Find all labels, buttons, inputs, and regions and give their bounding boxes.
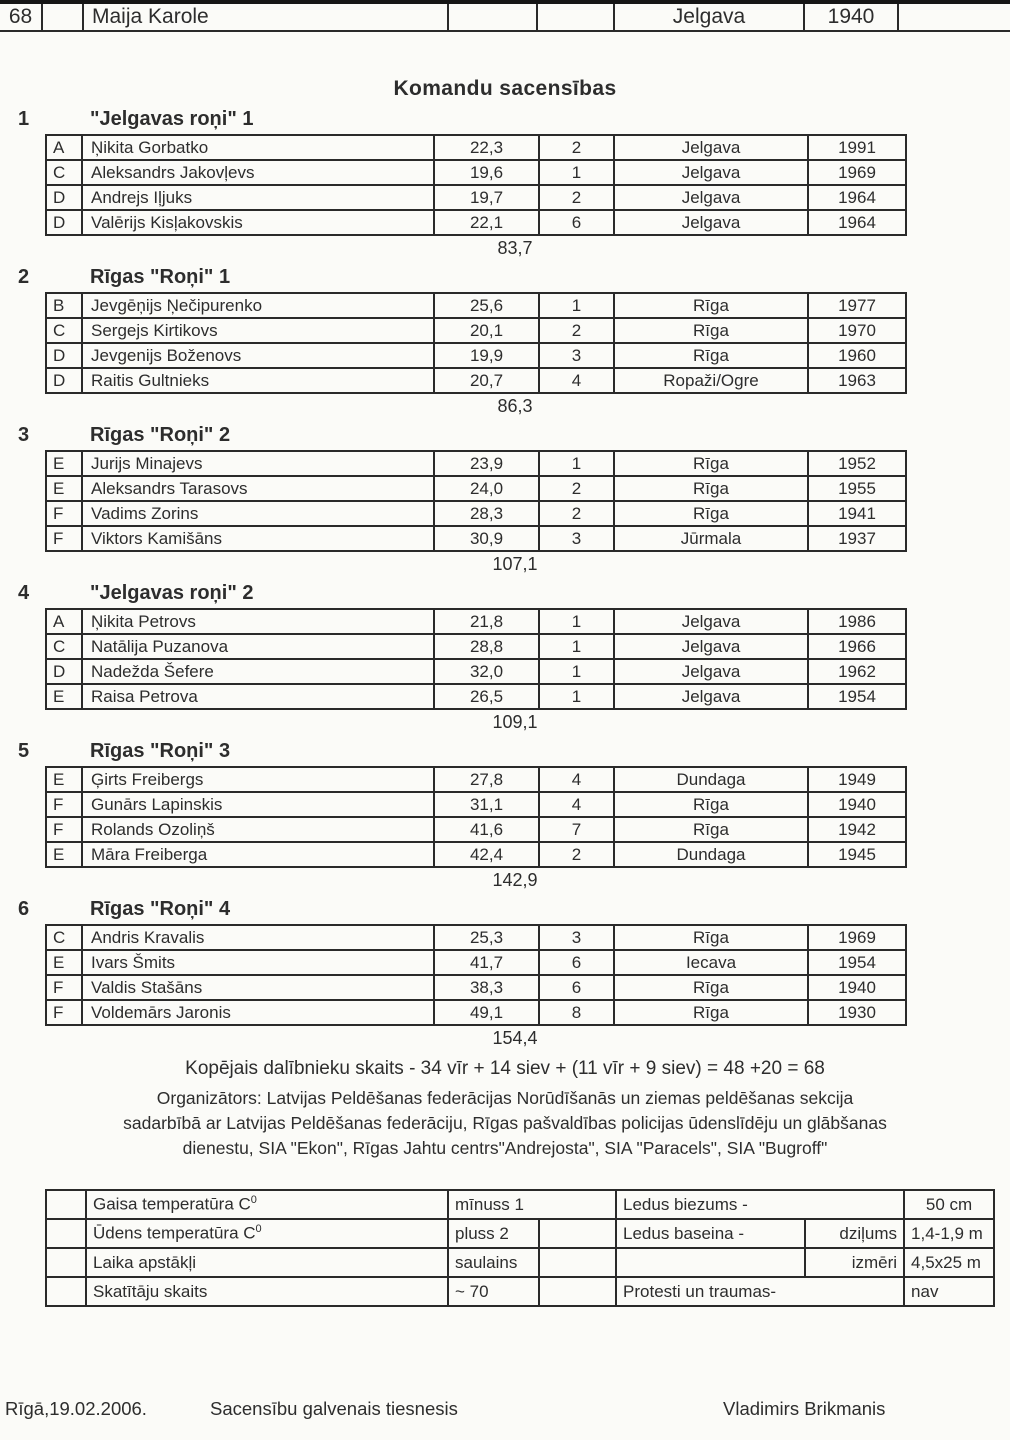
category-cell: F: [46, 792, 82, 817]
conditions-row-weather: [46, 1248, 994, 1277]
table-row: [46, 1000, 906, 1025]
team-section-heading: [18, 582, 1010, 608]
athlete-name-cell: Sergejs Kirtikovs: [82, 318, 434, 343]
table-row: [46, 950, 906, 975]
table-row: [46, 975, 906, 1000]
place-cell: 7: [539, 817, 614, 842]
team-name: Rīgas "Roņi" 3: [90, 740, 231, 762]
team-index: 1: [18, 108, 30, 130]
category-cell: E: [46, 842, 82, 867]
table-row: [46, 368, 906, 393]
city-cell: Jelgava: [614, 659, 808, 684]
size-label: izmēri: [805, 1248, 904, 1277]
time-cell: 32,0: [434, 659, 539, 684]
category-cell: F: [46, 975, 82, 1000]
category-cell: C: [46, 160, 82, 185]
city-cell: Rīga: [614, 817, 808, 842]
athlete-name-cell: Jurijs Minajevs: [82, 451, 434, 476]
table-row: [46, 792, 906, 817]
time-cell: 28,3: [434, 501, 539, 526]
place-cell: 1: [539, 451, 614, 476]
ice-thickness-label: Ledus biezums -: [616, 1190, 904, 1219]
ice-pool-label: Ledus baseina -: [616, 1219, 805, 1248]
table-row: [46, 318, 906, 343]
category-cell: B: [46, 293, 82, 318]
participants-summary: Kopējais dalībnieku skaits - 34 vīr + 14 siev + (11 vīr + 9 siev) = 48 +20 = 68: [185, 1058, 825, 1079]
team-results-table: [45, 292, 907, 394]
city-cell: Jūrmala: [614, 526, 808, 551]
birth-year-cell: 1945: [808, 842, 906, 867]
birth-year-cell: 1930: [808, 1000, 906, 1025]
birth-year-cell: 1970: [808, 318, 906, 343]
birth-year-cell: 1963: [808, 368, 906, 393]
team-total-score: 83,7: [497, 238, 533, 258]
team-section-heading: [18, 424, 1010, 450]
team-total-score: 109,1: [492, 712, 538, 732]
degree-superscript: 0: [250, 1194, 257, 1207]
organizer-line: dienestu, SIA "Ekon", Rīgas Jahtu centrs"Andrejosta", SIA "Paracels", SIA "Bugroff": [182, 1138, 828, 1158]
city-cell: Jelgava: [614, 135, 808, 160]
city-cell: Rīga: [614, 318, 808, 343]
team-section-heading: [18, 898, 1010, 924]
time-cell: 42,4: [434, 842, 539, 867]
category-cell: E: [46, 684, 82, 709]
city-cell: Rīga: [614, 792, 808, 817]
city-cell: Iecava: [614, 950, 808, 975]
city-cell: Jelgava: [614, 210, 808, 235]
birth-year-cell: 1964: [808, 210, 906, 235]
birth-year-cell: 1940: [808, 792, 906, 817]
empty-cell: [46, 1219, 86, 1248]
conditions-table: [45, 1189, 995, 1307]
degree-superscript: 0: [255, 1223, 262, 1236]
page-title: Komandu sacensības: [393, 77, 617, 100]
category-cell: D: [46, 210, 82, 235]
time-cell: 30,9: [434, 526, 539, 551]
place-cell: 3: [539, 526, 614, 551]
time-cell: 21,8: [434, 609, 539, 634]
city-cell: Rīga: [614, 501, 808, 526]
birth-year-cell: 1977: [808, 293, 906, 318]
table-row: [46, 476, 906, 501]
place-cell: 6: [539, 975, 614, 1000]
city-cell: Jelgava: [614, 160, 808, 185]
team-total-score: 86,3: [497, 396, 533, 416]
athlete-name-cell: Rolands Ozoliņš: [82, 817, 434, 842]
category-cell: F: [46, 526, 82, 551]
place-cell: 2: [539, 135, 614, 160]
birth-year-cell: 1954: [808, 684, 906, 709]
birth-year-cell: 1966: [808, 634, 906, 659]
air-temperature-label: Gaisa temperatūra $C^0$: [86, 1190, 448, 1219]
category-cell: D: [46, 659, 82, 684]
category-cell: E: [46, 767, 82, 792]
empty-cell: [539, 1219, 616, 1248]
team-index: 4: [18, 582, 30, 604]
athlete-name-cell: Raisa Petrova: [82, 684, 434, 709]
category-cell: E: [46, 476, 82, 501]
empty-cell: [46, 1190, 86, 1219]
category-cell: F: [46, 501, 82, 526]
athlete-name-cell: Voldemārs Jaronis: [82, 1000, 434, 1025]
city-cell: Rīga: [614, 476, 808, 501]
entry-athlete-name: Maija Karole: [83, 2, 448, 31]
empty-cell: [539, 1277, 616, 1306]
athlete-name-cell: Aleksandrs Jakovļevs: [82, 160, 434, 185]
birth-year-cell: 1949: [808, 767, 906, 792]
time-cell: 20,7: [434, 368, 539, 393]
conditions-row-air: [46, 1190, 994, 1219]
birth-year-cell: 1991: [808, 135, 906, 160]
place-cell: 1: [539, 634, 614, 659]
team-name: "Jelgavas roņi" 1: [90, 108, 254, 130]
category-cell: C: [46, 318, 82, 343]
athlete-name-cell: Valērijs Kisļakovskis: [82, 210, 434, 235]
team-total-score: 107,1: [492, 554, 538, 574]
team-section-heading: [18, 266, 1010, 292]
entry-header-table: [0, 0, 1010, 32]
birth-year-cell: 1962: [808, 659, 906, 684]
table-row: [46, 767, 906, 792]
place-cell: 2: [539, 476, 614, 501]
place-cell: 1: [539, 659, 614, 684]
birth-year-cell: 1940: [808, 975, 906, 1000]
category-cell: F: [46, 1000, 82, 1025]
table-row: [46, 925, 906, 950]
place-cell: 6: [539, 210, 614, 235]
team-section-heading: [18, 108, 1010, 134]
team-index: 5: [18, 740, 30, 762]
place-cell: 6: [539, 950, 614, 975]
time-cell: 22,3: [434, 135, 539, 160]
time-cell: 49,1: [434, 1000, 539, 1025]
athlete-name-cell: Nadežda Šefere: [82, 659, 434, 684]
time-cell: 31,1: [434, 792, 539, 817]
entry-empty-cell: [537, 2, 614, 31]
team-name: Rīgas "Roņi" 2: [90, 424, 231, 446]
athlete-name-cell: Vadims Zorins: [82, 501, 434, 526]
table-row: [46, 343, 906, 368]
category-cell: C: [46, 634, 82, 659]
time-cell: 19,7: [434, 185, 539, 210]
empty-cell: [46, 1277, 86, 1306]
time-cell: 25,6: [434, 293, 539, 318]
weather-label: Laika apstākļi: [86, 1248, 448, 1277]
footer-judge-name: Vladimirs Brikmanis: [723, 1398, 886, 1419]
time-cell: 41,6: [434, 817, 539, 842]
birth-year-cell: 1952: [808, 451, 906, 476]
team-index: 3: [18, 424, 30, 446]
category-cell: E: [46, 451, 82, 476]
birth-year-cell: 1942: [808, 817, 906, 842]
place-cell: 2: [539, 501, 614, 526]
team-results-table: [45, 608, 907, 710]
birth-year-cell: 1937: [808, 526, 906, 551]
entry-empty-cell: [898, 2, 1010, 31]
category-cell: A: [46, 135, 82, 160]
athlete-name-cell: Andris Kravalis: [82, 925, 434, 950]
city-cell: Dundaga: [614, 767, 808, 792]
footer-place-date: Rīgā,19.02.2006.: [5, 1398, 147, 1419]
category-cell: D: [46, 343, 82, 368]
birth-year-cell: 1954: [808, 950, 906, 975]
entry-empty-cell: [448, 2, 537, 31]
place-cell: 3: [539, 343, 614, 368]
athlete-name-cell: Gunārs Lapinskis: [82, 792, 434, 817]
table-row: [46, 684, 906, 709]
time-cell: 26,5: [434, 684, 539, 709]
time-cell: 19,6: [434, 160, 539, 185]
city-cell: Rīga: [614, 1000, 808, 1025]
depth-label: dziļums: [805, 1219, 904, 1248]
time-cell: 24,0: [434, 476, 539, 501]
place-cell: 4: [539, 368, 614, 393]
birth-year-cell: 1964: [808, 185, 906, 210]
place-cell: 4: [539, 792, 614, 817]
place-cell: 8: [539, 1000, 614, 1025]
time-cell: 28,8: [434, 634, 539, 659]
city-cell: Jelgava: [614, 684, 808, 709]
team-results-table: [45, 766, 907, 868]
entry-empty-cell: [42, 2, 83, 31]
city-cell: Jelgava: [614, 185, 808, 210]
time-cell: 27,8: [434, 767, 539, 792]
birth-year-cell: 1986: [808, 609, 906, 634]
athlete-name-cell: Jevgenijs Boženovs: [82, 343, 434, 368]
footer: [0, 1398, 1010, 1426]
place-cell: 2: [539, 318, 614, 343]
footer-judge-title: Sacensību galvenais tiesnesis: [210, 1398, 458, 1419]
table-row: [46, 210, 906, 235]
time-cell: 20,1: [434, 318, 539, 343]
athlete-name-cell: Ņikita Petrovs: [82, 609, 434, 634]
category-cell: D: [46, 185, 82, 210]
place-cell: 4: [539, 767, 614, 792]
athlete-name-cell: Māra Freiberga: [82, 842, 434, 867]
place-cell: 3: [539, 925, 614, 950]
athlete-name-cell: Aleksandrs Tarasovs: [82, 476, 434, 501]
entry-number: 68: [0, 2, 42, 31]
spectators-label: Skatītāju skaits: [86, 1277, 448, 1306]
team-results-table: [45, 134, 907, 236]
category-cell: C: [46, 925, 82, 950]
category-cell: F: [46, 817, 82, 842]
team-results-table: [45, 450, 907, 552]
city-cell: Rīga: [614, 975, 808, 1000]
birth-year-cell: 1941: [808, 501, 906, 526]
team-index: 2: [18, 266, 30, 288]
city-cell: Rīga: [614, 451, 808, 476]
entry-birth-year: 1940: [804, 2, 898, 31]
table-row: [46, 293, 906, 318]
organizer-line: Organizātors: Latvijas Peldēšanas federācijas Norūdīšanās un ziemas peldēšanas sekcija: [156, 1088, 854, 1108]
protests-label: Protesti un traumas-: [616, 1277, 904, 1306]
table-row: [46, 185, 906, 210]
conditions-row-spectators: [46, 1277, 994, 1306]
time-cell: 41,7: [434, 950, 539, 975]
athlete-name-cell: Valdis Stašāns: [82, 975, 434, 1000]
birth-year-cell: 1955: [808, 476, 906, 501]
air-temperature-value: mīnuss 1: [448, 1190, 616, 1219]
birth-year-cell: 1969: [808, 925, 906, 950]
water-temperature-value: pluss 2: [448, 1219, 539, 1248]
empty-cell: [539, 1248, 616, 1277]
table-row: [46, 817, 906, 842]
water-temperature-label: Ūdens temperatūra $C^0$: [86, 1219, 448, 1248]
athlete-name-cell: Natālija Puzanova: [82, 634, 434, 659]
team-index: 6: [18, 898, 30, 920]
team-name: "Jelgavas roņi" 2: [90, 582, 254, 604]
team-total-score: 154,4: [492, 1028, 538, 1048]
birth-year-cell: 1960: [808, 343, 906, 368]
teams-container: [0, 108, 1010, 1050]
organizer-line: sadarbībā ar Latvijas Peldēšanas federāciju, Rīgas pašvaldības policijas ūdenslīdēju un glābšanas: [123, 1113, 887, 1133]
table-row: [46, 526, 906, 551]
city-cell: Ropaži/Ogre: [614, 368, 808, 393]
place-cell: 2: [539, 842, 614, 867]
city-cell: Rīga: [614, 343, 808, 368]
city-cell: Rīga: [614, 925, 808, 950]
birth-year-cell: 1969: [808, 160, 906, 185]
spectators-value: ~ 70: [448, 1277, 539, 1306]
team-name: Rīgas "Roņi" 1: [90, 266, 231, 288]
athlete-name-cell: Jevgēņijs Ņečipurenko: [82, 293, 434, 318]
empty-cell: [46, 1248, 86, 1277]
place-cell: 1: [539, 160, 614, 185]
time-cell: 22,1: [434, 210, 539, 235]
table-row: [46, 842, 906, 867]
table-row: [46, 659, 906, 684]
empty-cell: [616, 1248, 805, 1277]
time-cell: 25,3: [434, 925, 539, 950]
entry-city: Jelgava: [614, 2, 804, 31]
time-cell: 19,9: [434, 343, 539, 368]
team-name: Rīgas "Roņi" 4: [90, 898, 231, 920]
category-cell: E: [46, 950, 82, 975]
conditions-row-water: [46, 1219, 994, 1248]
place-cell: 1: [539, 684, 614, 709]
place-cell: 1: [539, 609, 614, 634]
athlete-name-cell: Ģirts Freibergs: [82, 767, 434, 792]
table-row: [46, 160, 906, 185]
category-cell: D: [46, 368, 82, 393]
table-row: [46, 501, 906, 526]
category-cell: A: [46, 609, 82, 634]
athlete-name-cell: Ņikita Gorbatko: [82, 135, 434, 160]
table-row: [46, 609, 906, 634]
athlete-name-cell: Viktors Kamišāns: [82, 526, 434, 551]
table-row: [46, 135, 906, 160]
city-cell: Rīga: [614, 293, 808, 318]
time-cell: 38,3: [434, 975, 539, 1000]
city-cell: Jelgava: [614, 609, 808, 634]
city-cell: Jelgava: [614, 634, 808, 659]
team-section-heading: [18, 740, 1010, 766]
size-value: 4,5x25 m: [904, 1248, 994, 1277]
protests-value: nav: [904, 1277, 994, 1306]
place-cell: 2: [539, 185, 614, 210]
ice-thickness-value: 50 cm: [904, 1190, 994, 1219]
table-row: [46, 634, 906, 659]
depth-value: 1,4-1,9 m: [904, 1219, 994, 1248]
city-cell: Dundaga: [614, 842, 808, 867]
athlete-name-cell: Raitis Gultnieks: [82, 368, 434, 393]
athlete-name-cell: Ivars Šmits: [82, 950, 434, 975]
entry-header-row: [0, 2, 1010, 31]
time-cell: 23,9: [434, 451, 539, 476]
weather-value: saulains: [448, 1248, 539, 1277]
place-cell: 1: [539, 293, 614, 318]
athlete-name-cell: Andrejs Iļjuks: [82, 185, 434, 210]
team-total-score: 142,9: [492, 870, 538, 890]
table-row: [46, 451, 906, 476]
team-results-table: [45, 924, 907, 1026]
